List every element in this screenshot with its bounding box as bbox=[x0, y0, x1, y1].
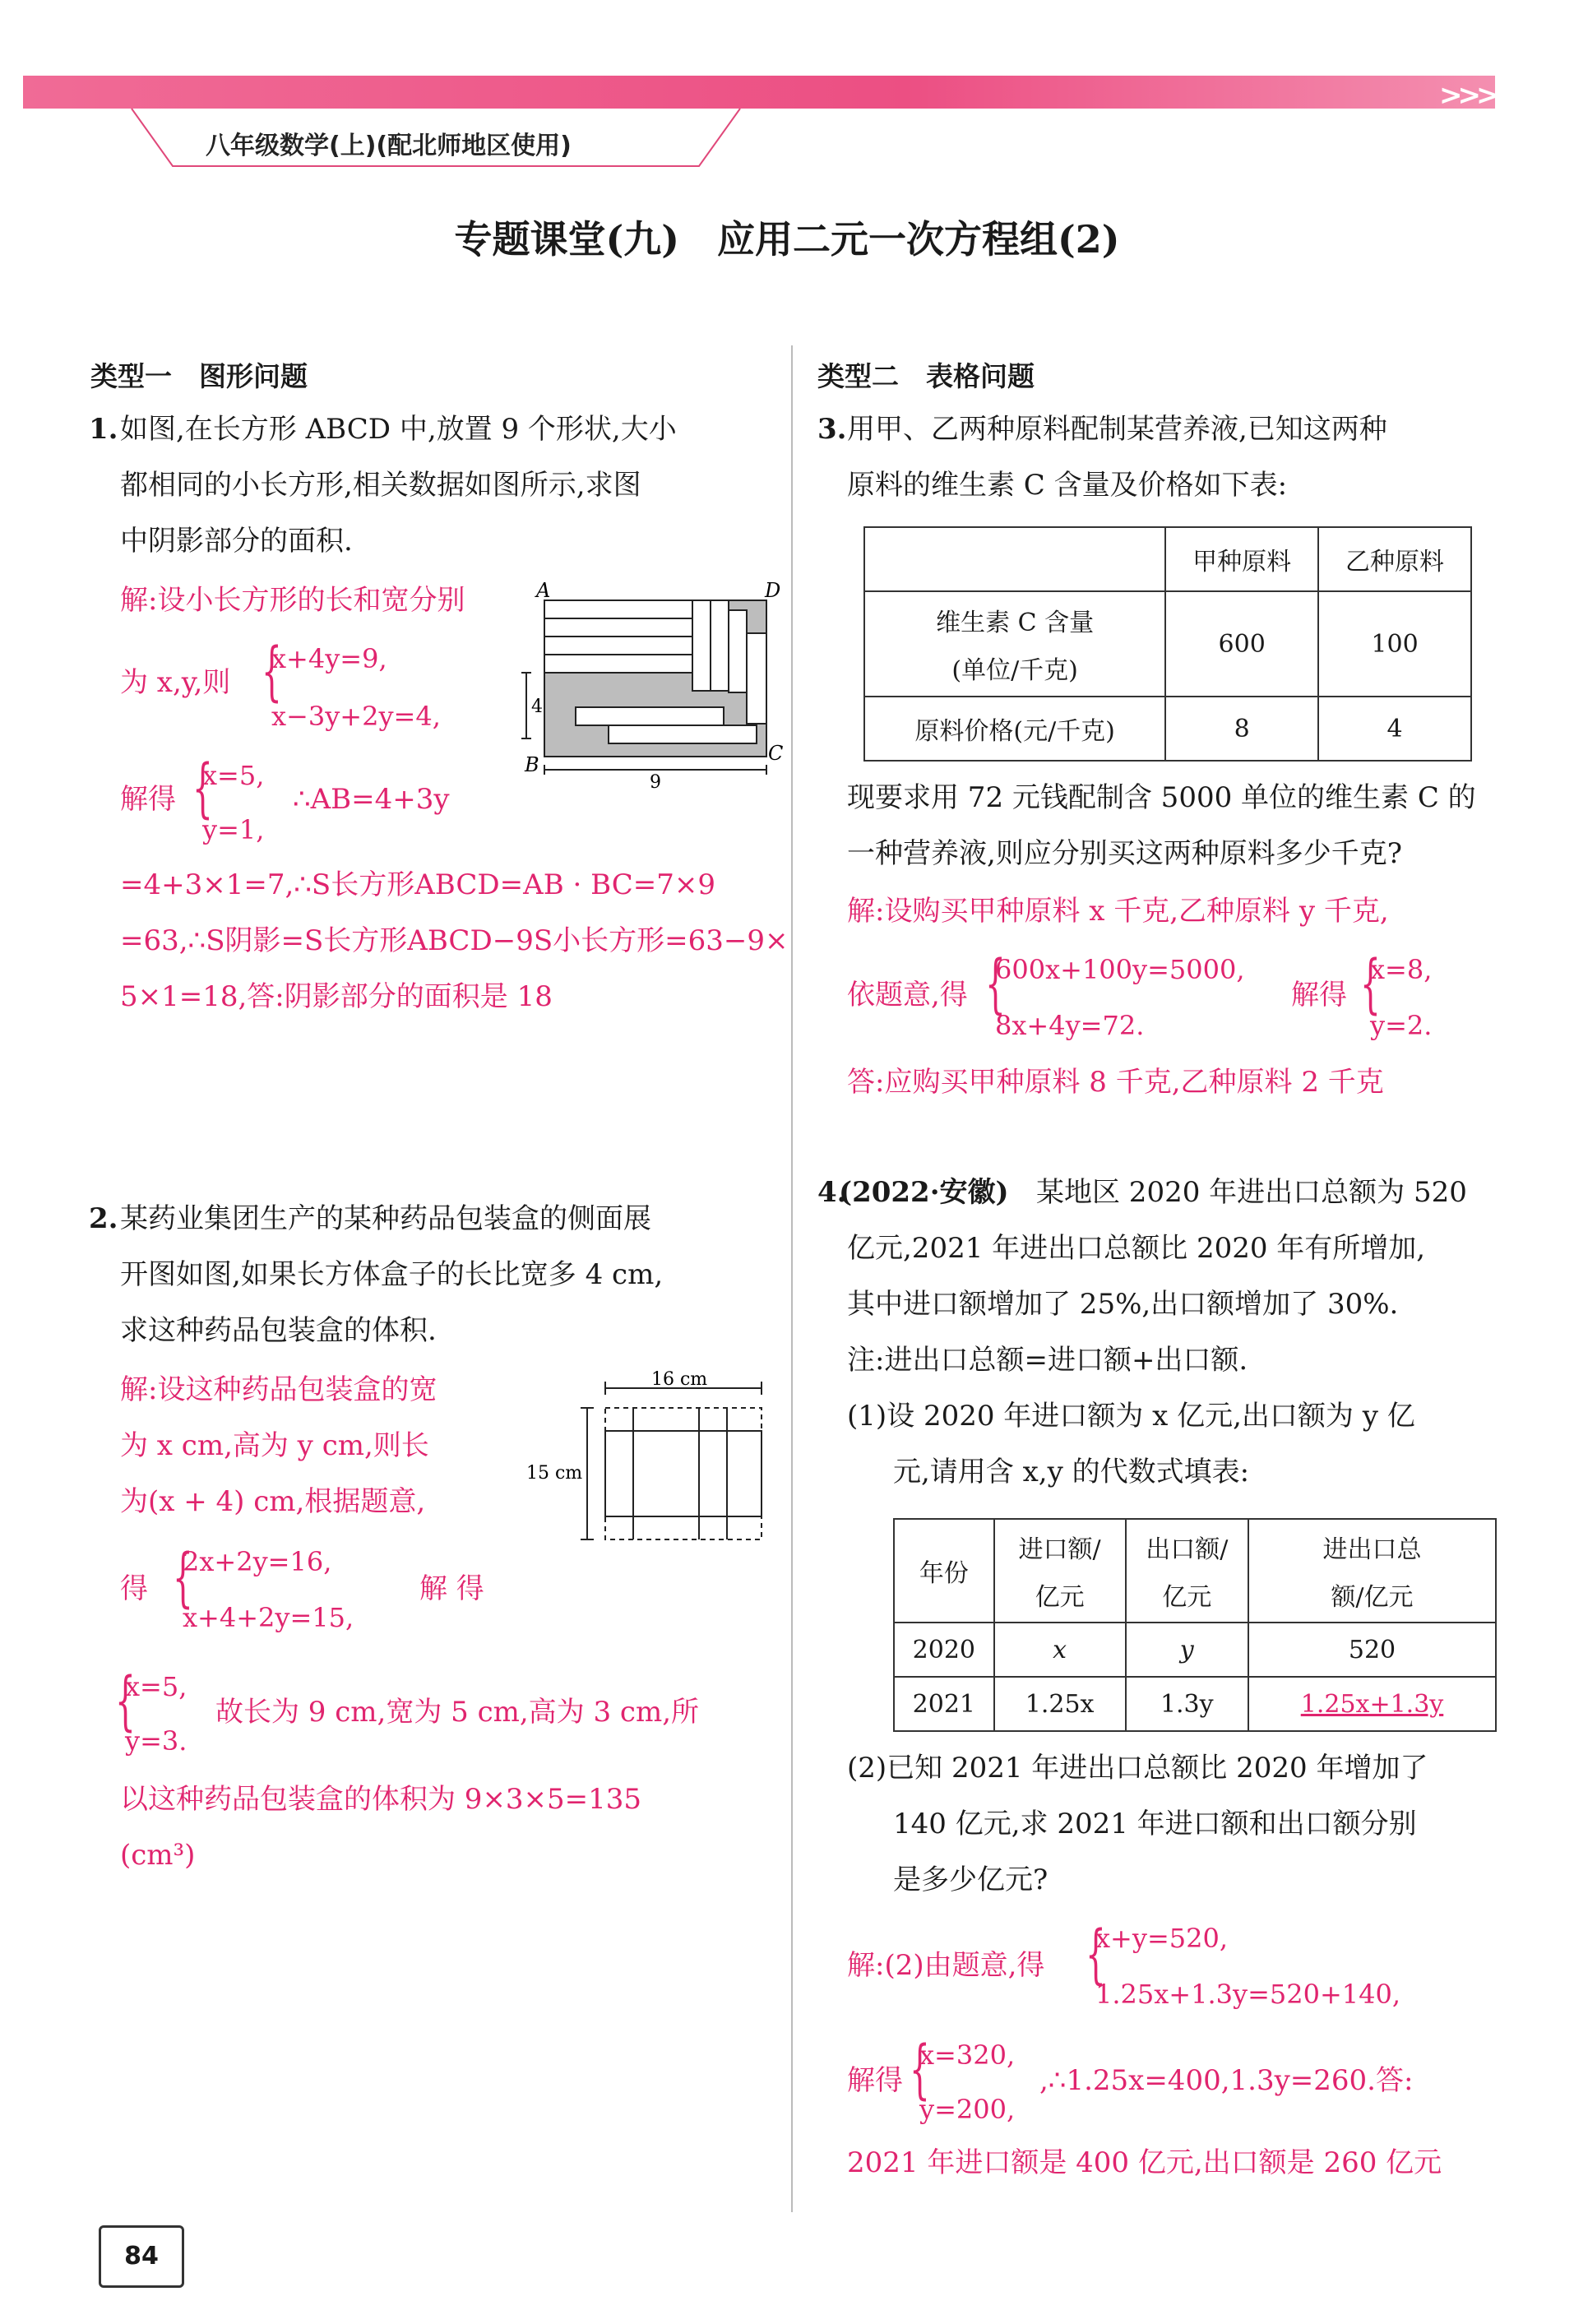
q2-number: 2. bbox=[89, 1202, 118, 1235]
fig-label-b: B bbox=[525, 753, 539, 776]
q3-result: x=8, bbox=[1370, 954, 1433, 985]
q3-line: 现要求用 72 元钱配制含 5000 单位的维生素 C 的 bbox=[847, 781, 1476, 814]
q2-solution-line: 为 x cm,高为 y cm,则长 bbox=[120, 1429, 429, 1462]
table-cell: 100 bbox=[1318, 591, 1471, 697]
q4-result: x=320, bbox=[919, 2039, 1016, 2071]
q3-yitiyi: 依题意,得 bbox=[847, 979, 968, 1012]
table-cell bbox=[864, 527, 1165, 591]
table-cell: 原料价格(元/千克) bbox=[864, 697, 1165, 761]
brace-icon: { bbox=[173, 1541, 193, 1615]
column-divider bbox=[791, 345, 793, 2212]
q1-number: 1. bbox=[89, 413, 118, 446]
table-cell: 4 bbox=[1318, 697, 1471, 761]
q4-part1: 元,请用含 x,y 的代数式填表: bbox=[893, 1456, 1250, 1488]
q4-note: 注:进出口总额=进口额+出口额. bbox=[847, 1344, 1248, 1377]
q2-line: 开图如图,如果长方体盒子的长比宽多 4 cm, bbox=[120, 1258, 664, 1291]
table-cell-answer: 1.25x+1.3y bbox=[1248, 1677, 1496, 1731]
q1-line: 如图,在长方形 ABCD 中,放置 9 个形状,大小 bbox=[120, 413, 677, 446]
q2-jiede: 解 得 bbox=[419, 1572, 484, 1605]
q2-result: y=3. bbox=[125, 1725, 187, 1757]
fig-label-d: D bbox=[765, 579, 781, 602]
q2-unit: (cm³) bbox=[120, 1839, 196, 1872]
brace-icon: { bbox=[1360, 947, 1381, 1021]
section-type2: 类型二 表格问题 bbox=[817, 360, 1035, 392]
table-header: 出口额/ 亿元 bbox=[1126, 1519, 1248, 1623]
fig-label-a: A bbox=[536, 579, 551, 602]
q3-line: 用甲、乙两种原料配制某营养液,已知这两种 bbox=[847, 413, 1387, 446]
q3-line: 原料的维生素 C 含量及价格如下表: bbox=[847, 469, 1288, 502]
q1-solution-line: 解:设小长方形的长和宽分别 bbox=[120, 584, 465, 617]
q2-volume: 以这种药品包装盒的体积为 9×3×5=135 bbox=[120, 1783, 642, 1816]
table-cell: 1.3y bbox=[1126, 1677, 1248, 1731]
q1-result: x=5, bbox=[202, 760, 265, 791]
table-cell: 维生素 C 含量 (单位/千克) bbox=[864, 591, 1165, 697]
fig-label-four: 4 bbox=[531, 697, 543, 717]
q1-system-eq: x−3y+2y=4, bbox=[271, 701, 441, 732]
q1-result: y=1, bbox=[202, 814, 265, 845]
q3-solution-line: 解:设购买甲种原料 x 千克,乙种原料 y 千克, bbox=[847, 895, 1389, 928]
q1-solved-label: 解得 bbox=[120, 783, 176, 816]
fig-label-15cm: 15 cm bbox=[526, 1463, 583, 1484]
q4-answer: 2021 年进口额是 400 亿元,出口额是 260 亿元 bbox=[847, 2146, 1442, 2179]
q1-answer: 5×1=18,答:阴影部分的面积是 18 bbox=[120, 980, 553, 1013]
table-cell: 1.25x bbox=[994, 1677, 1126, 1731]
q2-line: 某药业集团生产的某种药品包装盒的侧面展 bbox=[120, 1202, 651, 1235]
q1-system-eq: x+4y=9, bbox=[271, 643, 387, 674]
q1-line: 都相同的小长方形,相关数据如图所示,求图 bbox=[120, 469, 641, 502]
q4-part2: 是多少亿元? bbox=[893, 1863, 1049, 1896]
table-header: 甲种原料 bbox=[1165, 527, 1318, 591]
table-header: 乙种原料 bbox=[1318, 527, 1471, 591]
fig-label-c: C bbox=[768, 742, 784, 765]
q3-number: 3. bbox=[817, 413, 847, 446]
q4-line: 某地区 2020 年进出口总额为 520 bbox=[1036, 1176, 1467, 1209]
q4-system-eq: x+y=520, bbox=[1095, 1923, 1228, 1954]
q1-solution-line: =4+3×1=7,∴S长方形ABCD=AB · BC=7×9 bbox=[120, 868, 715, 901]
header-band bbox=[23, 76, 1495, 109]
q4-trade-table bbox=[893, 1518, 1497, 1732]
q4-jiede: 解得 bbox=[847, 2064, 903, 2097]
q2-dimensions: 故长为 9 cm,宽为 5 cm,高为 3 cm,所 bbox=[215, 1696, 700, 1729]
q2-solution-line: 解:设这种药品包装盒的宽 bbox=[120, 1373, 437, 1406]
q4-number: 4. bbox=[817, 1176, 847, 1209]
q2-system-eq: 2x+2y=16, bbox=[183, 1546, 332, 1577]
fig-label-nine: 9 bbox=[650, 772, 661, 793]
q4-source: (2022·安徽) bbox=[839, 1176, 1009, 1209]
q4-part2: (2)已知 2021 年进出口总额比 2020 年增加了 bbox=[847, 1752, 1428, 1785]
table-header: 年份 bbox=[894, 1519, 994, 1623]
q2-solution-line: 为(x + 4) cm,根据题意, bbox=[120, 1485, 426, 1518]
q4-solution-line: 解:(2)由题意,得 bbox=[847, 1949, 1045, 1982]
q4-line: 其中进口额增加了 25%,出口额增加了 30%. bbox=[847, 1288, 1399, 1321]
q4-computed: ,∴1.25x=400,1.3y=260.答: bbox=[1039, 2064, 1414, 2097]
table-cell: 2020 bbox=[894, 1623, 994, 1677]
brace-icon: { bbox=[985, 947, 1006, 1021]
fig-label-16cm: 16 cm bbox=[651, 1369, 708, 1390]
q3-system-eq: 600x+100y=5000, bbox=[995, 954, 1245, 985]
q1-ab: ∴AB=4+3y bbox=[293, 783, 450, 816]
q2-system-eq: x+4+2y=15, bbox=[183, 1602, 354, 1633]
brace-icon: { bbox=[1086, 1918, 1106, 1992]
header-arrows-icon: >>> bbox=[1439, 79, 1495, 112]
q4-result: y=200, bbox=[919, 2094, 1016, 2125]
q4-part2: 140 亿元,求 2021 年进口额和出口额分别 bbox=[893, 1808, 1417, 1840]
brace-icon: { bbox=[910, 2033, 930, 2107]
page-title: 专题课堂(九) 应用二元一次方程组(2) bbox=[454, 217, 1120, 262]
q4-part1: (1)设 2020 年进口额为 x 亿元,出口额为 y 亿 bbox=[847, 1400, 1415, 1433]
book-title: 八年级数学(上)(配北师地区使用) bbox=[206, 132, 572, 160]
table-header: 进出口总 额/亿元 bbox=[1248, 1519, 1496, 1623]
q1-line: 中阴影部分的面积. bbox=[120, 525, 353, 558]
q3-line: 一种营养液,则应分别买这两种原料多少千克? bbox=[847, 837, 1403, 870]
q1-rectangle-figure bbox=[518, 576, 784, 793]
brace-icon: { bbox=[115, 1664, 136, 1738]
table-cell: y bbox=[1126, 1623, 1248, 1677]
brace-icon: { bbox=[192, 752, 213, 826]
q3-result: y=2. bbox=[1370, 1010, 1433, 1041]
table-cell: 600 bbox=[1165, 591, 1318, 697]
q1-solution-line: 为 x,y,则 bbox=[120, 666, 231, 699]
q2-result: x=5, bbox=[125, 1671, 187, 1702]
table-cell: 520 bbox=[1248, 1623, 1496, 1677]
q2-de: 得 bbox=[120, 1572, 148, 1605]
q4-system-eq: 1.25x+1.3y=520+140, bbox=[1095, 1979, 1401, 2010]
brace-icon: { bbox=[262, 635, 282, 709]
table-header: 进口额/ 亿元 bbox=[994, 1519, 1126, 1623]
q3-jiede: 解得 bbox=[1291, 979, 1347, 1012]
section-type1: 类型一 图形问题 bbox=[90, 360, 308, 392]
table-cell: 8 bbox=[1165, 697, 1318, 761]
q4-line: 亿元,2021 年进出口总额比 2020 年有所增加, bbox=[847, 1232, 1426, 1265]
q3-answer: 答:应购买甲种原料 8 千克,乙种原料 2 千克 bbox=[847, 1066, 1384, 1099]
q2-box-net-figure bbox=[526, 1365, 781, 1562]
q3-nutrient-table bbox=[863, 526, 1472, 762]
table-cell: 2021 bbox=[894, 1677, 994, 1731]
table-cell: x bbox=[994, 1623, 1126, 1677]
page-number: 84 bbox=[99, 2225, 184, 2288]
q2-line: 求这种药品包装盒的体积. bbox=[120, 1314, 437, 1347]
q1-solution-line: =63,∴S阴影=S长方形ABCD−9S小长方形=63−9× bbox=[120, 924, 789, 957]
q3-system-eq: 8x+4y=72. bbox=[995, 1010, 1145, 1041]
